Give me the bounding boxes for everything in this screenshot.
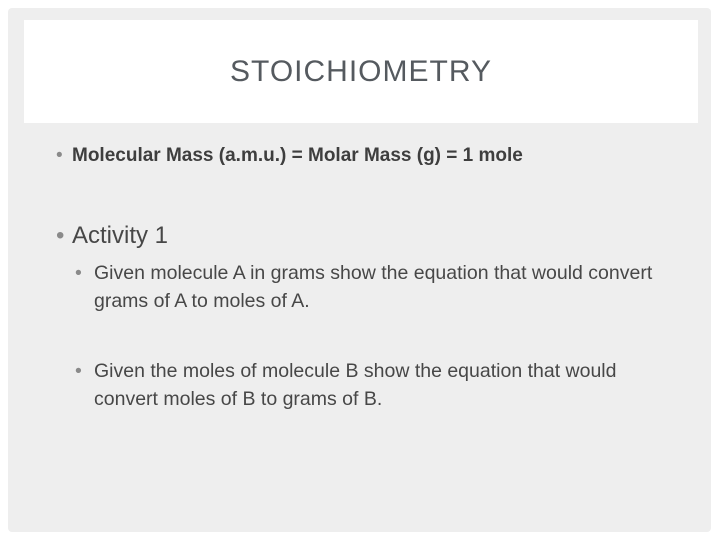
slide-title: STOICHIOMETRY xyxy=(230,54,492,88)
bullet-marker: • xyxy=(75,262,82,284)
bullet-text: Given molecule A in grams show the equation that would convert grams of A to moles of A. xyxy=(94,262,653,312)
bullet-molecular-mass xyxy=(56,145,523,167)
bullet-text: Given the moles of molecule B show the equation that would convert moles of B to grams of B. xyxy=(94,360,617,410)
bullet-activity xyxy=(56,222,168,250)
sub-bullet-grams-to-moles xyxy=(75,259,675,315)
bullet-marker: • xyxy=(56,145,63,166)
bullet-text: Activity 1 xyxy=(72,222,169,249)
bullet-marker: • xyxy=(75,360,82,382)
sub-bullet-moles-to-grams xyxy=(75,357,685,413)
bullet-marker: • xyxy=(56,222,65,249)
bullet-text: Molecular Mass (a.m.u.) = Molar Mass (g) = 1 mole xyxy=(72,145,523,166)
